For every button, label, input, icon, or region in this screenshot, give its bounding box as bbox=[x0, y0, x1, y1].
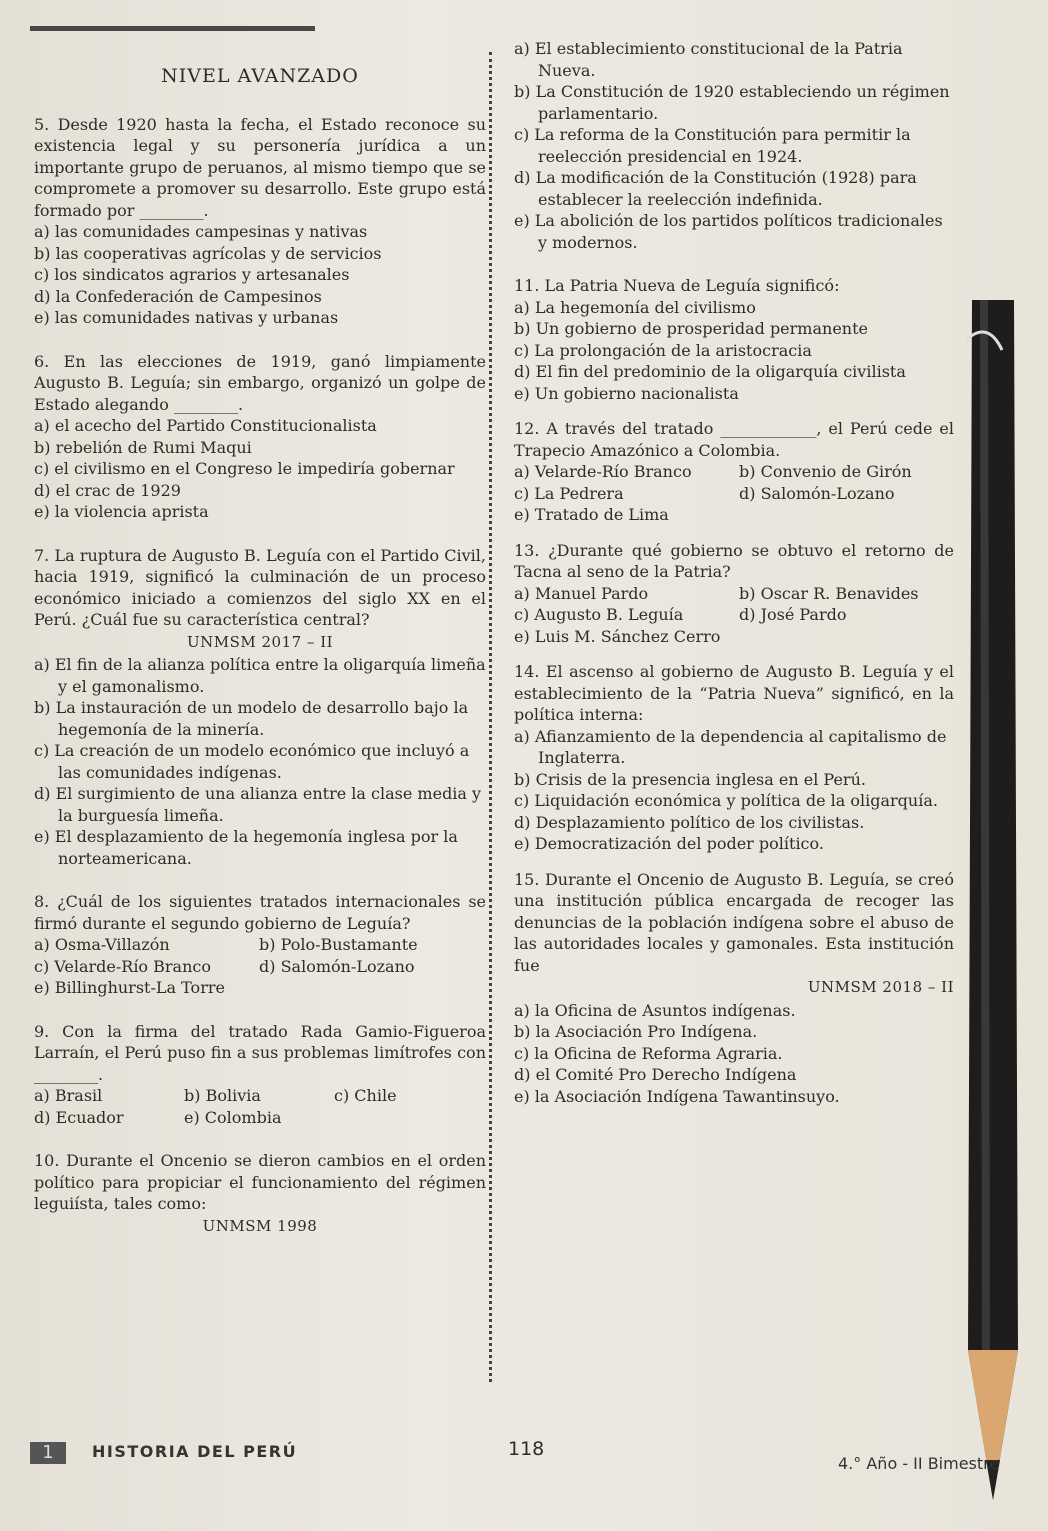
option: b) La Constitución de 1920 estableciendo un régimen parlamentario. bbox=[514, 82, 950, 123]
subject-label: HISTORIA DEL PERÚ bbox=[92, 1442, 298, 1461]
option: a) las comunidades campesinas y nativas bbox=[34, 222, 368, 241]
grade-label: 4.° Año - II Bimestre bbox=[838, 1454, 1000, 1473]
options-row bbox=[34, 1107, 486, 1129]
options-row bbox=[34, 956, 486, 978]
option: d) José Pardo bbox=[739, 605, 847, 624]
question-13 bbox=[514, 540, 954, 648]
option: c) Liquidación económica y política de la oligarquía. bbox=[514, 791, 938, 810]
right-column bbox=[514, 38, 954, 1107]
option: b) las cooperativas agrícolas y de servicios bbox=[34, 243, 382, 263]
question-text: 10. Durante el Oncenio se dieron cambios en el orden político para propiciar el funcionamiento del régimen leguiísta, tales como: bbox=[34, 1151, 486, 1213]
option: c) La creación de un modelo económico que incluyó a las comunidades indígenas. bbox=[34, 741, 470, 782]
question-text: 9. Con la firma del tratado Rada Gamio-Figueroa Larraín, el Perú puso fin a sus problemas limítrofes con ________. bbox=[34, 1021, 486, 1084]
option: e) Tratado de Lima bbox=[514, 505, 669, 524]
column-divider bbox=[489, 52, 492, 1382]
options-row bbox=[34, 934, 486, 956]
option: b) Un gobierno de prosperidad permanente bbox=[514, 319, 868, 338]
question-6 bbox=[34, 351, 486, 523]
option: a) el acecho del Partido Constitucionalista bbox=[34, 416, 377, 435]
page-number: 118 bbox=[508, 1438, 545, 1460]
pencil-body bbox=[968, 300, 1018, 1500]
option: b) Bolivia bbox=[184, 1086, 261, 1105]
option: d) El surgimiento de una alianza entre la clase media y la burguesía limeña. bbox=[34, 784, 482, 825]
options-row bbox=[514, 626, 954, 648]
question-10 bbox=[34, 1150, 486, 1237]
option: d) Salomón-Lozano bbox=[259, 956, 415, 976]
options-row bbox=[514, 483, 954, 505]
option: a) El establecimiento constitucional de la Patria Nueva. bbox=[514, 39, 903, 80]
option: d) Ecuador bbox=[34, 1107, 124, 1127]
option: b) Oscar R. Benavides bbox=[739, 583, 919, 603]
option: e) El desplazamiento de la hegemonía inglesa por la norteamericana. bbox=[34, 827, 458, 868]
option: e) la violencia aprista bbox=[34, 502, 209, 521]
option: b) rebelión de Rumi Maqui bbox=[34, 437, 252, 457]
option: e) Colombia bbox=[184, 1107, 282, 1127]
question-5 bbox=[34, 114, 486, 329]
option: a) La hegemonía del civilismo bbox=[514, 297, 756, 317]
options-row bbox=[514, 461, 954, 483]
question-10-options bbox=[514, 38, 954, 253]
option: e) Un gobierno nacionalista bbox=[514, 383, 739, 403]
option: a) Manuel Pardo bbox=[514, 583, 649, 603]
option: e) las comunidades nativas y urbanas bbox=[34, 308, 339, 327]
question-12 bbox=[514, 418, 954, 526]
option: e) Billinghurst-La Torre bbox=[34, 978, 225, 997]
section-heading: NIVEL AVANZADO bbox=[161, 65, 359, 87]
option: d) el crac de 1929 bbox=[34, 480, 181, 500]
question-text: 6. En las elecciones de 1919, ganó limpiamente Augusto B. Leguía; sin embargo, organizó un golpe de Estado alegando ________. bbox=[34, 351, 486, 414]
question-14 bbox=[514, 661, 954, 855]
option: b) Polo-Bustamante bbox=[259, 935, 418, 954]
option: e) Luis M. Sánchez Cerro bbox=[514, 626, 721, 646]
option: b) Convenio de Girón bbox=[739, 462, 912, 481]
option: b) La instauración de un modelo de desarrollo bajo la hegemonía de la minería. bbox=[34, 698, 469, 739]
option: c) La reforma de la Constitución para permitir la reelección presidencial en 1924. bbox=[514, 125, 911, 166]
option: e) Democratización del poder político. bbox=[514, 834, 824, 853]
question-text: 8. ¿Cuál de los siguientes tratados internacionales se firmó durante el segundo gobierno de Leguía? bbox=[34, 892, 486, 933]
question-8 bbox=[34, 891, 486, 999]
option: a) Osma-Villazón bbox=[34, 935, 170, 954]
option: d) la Confederación de Campesinos bbox=[34, 286, 322, 306]
exam-tag: UNMSM 1998 bbox=[202, 1216, 318, 1235]
option: b) Crisis de la presencia inglesa en el Perú. bbox=[514, 769, 866, 789]
options-row bbox=[514, 504, 954, 526]
option: a) la Oficina de Asuntos indígenas. bbox=[514, 1000, 796, 1020]
options-row bbox=[34, 977, 486, 999]
question-text: 7. La ruptura de Augusto B. Leguía con el Partido Civil, hacia 1919, significó la culminación de un proceso económico iniciado a comienzos del siglo XX en el Perú. ¿Cuál fue su característica central? bbox=[34, 545, 486, 629]
question-text: 12. A través del tratado ____________, el Perú cede el Trapecio Amazónico a Colombia. bbox=[514, 419, 954, 460]
option: c) Velarde-Río Branco bbox=[34, 956, 211, 976]
option: b) la Asociación Pro Indígena. bbox=[514, 1022, 758, 1041]
option: a) El fin de la alianza política entre la oligarquía limeña y el gamonalismo. bbox=[34, 655, 486, 696]
page-footer bbox=[0, 1428, 1048, 1488]
option: c) Augusto B. Leguía bbox=[514, 605, 684, 624]
option: d) La modificación de la Constitución (1928) para establecer la reelección indefinida. bbox=[514, 168, 917, 209]
option: c) Chile bbox=[334, 1086, 397, 1105]
exam-tag: UNMSM 2018 – II bbox=[807, 978, 954, 996]
options-row bbox=[514, 604, 954, 626]
option: d) Desplazamiento político de los civilistas. bbox=[514, 812, 865, 832]
option: a) Velarde-Río Branco bbox=[514, 462, 692, 481]
options-row bbox=[34, 1085, 486, 1107]
option: c) La prolongación de la aristocracia bbox=[514, 340, 812, 360]
question-text: 15. Durante el Oncenio de Augusto B. Leguía, se creó una institución pública encargada de recoger las denuncias de la población indígena sobre el abuso de las autoridades locales y gamonales. Esta institución fue bbox=[514, 869, 954, 975]
question-15 bbox=[514, 869, 954, 1108]
question-11 bbox=[514, 275, 954, 404]
option: c) la Oficina de Reforma Agraria. bbox=[514, 1043, 783, 1063]
question-text: 13. ¿Durante qué gobierno se obtuvo el retorno de Tacna al seno de la Patria? bbox=[514, 540, 954, 581]
option: e) La abolición de los partidos políticos tradicionales y modernos. bbox=[514, 211, 943, 252]
question-9 bbox=[34, 1021, 486, 1129]
option: d) Salomón-Lozano bbox=[739, 483, 895, 503]
unit-badge: 1 bbox=[30, 1442, 66, 1464]
option: c) el civilismo en el Congreso le impediría gobernar bbox=[34, 459, 455, 478]
top-rule bbox=[30, 26, 315, 31]
question-text: 5. Desde 1920 hasta la fecha, el Estado reconoce su existencia legal y su personería jurídica a un importante grupo de peruanos, al mismo tiempo que se compromete a promover su desarrollo. Este grupo está formado por ________. bbox=[34, 114, 486, 220]
option: c) La Pedrera bbox=[514, 483, 624, 503]
options-row bbox=[514, 583, 954, 605]
question-7 bbox=[34, 545, 486, 870]
option: d) El fin del predominio de la oligarquía civilista bbox=[514, 362, 906, 381]
option: a) Afianzamiento de la dependencia al capitalismo de Inglaterra. bbox=[514, 726, 947, 767]
option: c) los sindicatos agrarios y artesanales bbox=[34, 265, 350, 284]
exam-tag: UNMSM 2017 – II bbox=[186, 632, 334, 651]
question-text: 11. La Patria Nueva de Leguía significó: bbox=[514, 276, 840, 295]
option: d) el Comité Pro Derecho Indígena bbox=[514, 1065, 797, 1084]
left-column bbox=[34, 66, 486, 1238]
pencil-illustration bbox=[958, 300, 1028, 1531]
option: a) Brasil bbox=[34, 1086, 103, 1105]
option: e) la Asociación Indígena Tawantinsuyo. bbox=[514, 1086, 840, 1106]
question-text: 14. El ascenso al gobierno de Augusto B. Leguía y el establecimiento de la “Patria Nueva” significó, en la política interna: bbox=[514, 662, 954, 724]
